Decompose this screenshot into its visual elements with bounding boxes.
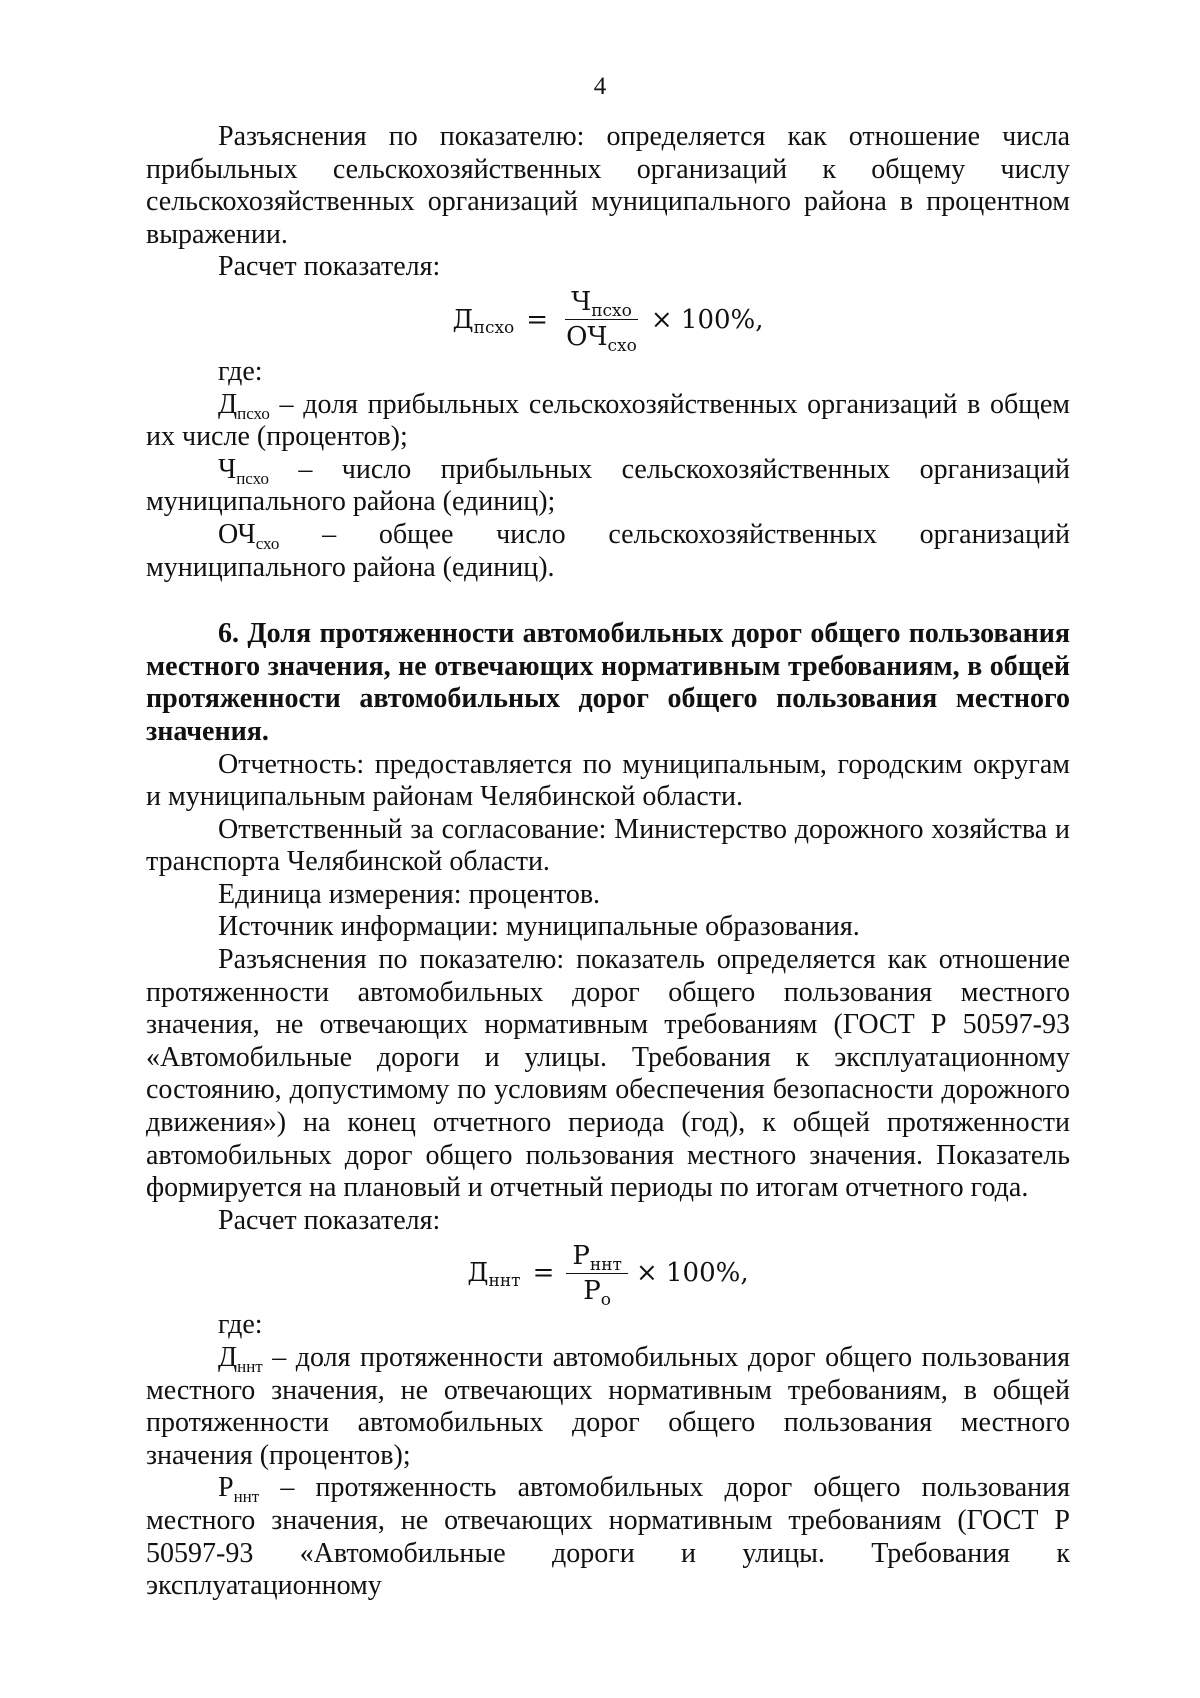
calculation-label: Расчет показателя:	[218, 251, 441, 283]
formula-denominator: $ОЧ_{схо}$	[566, 322, 637, 357]
definition-item: $Ч_{псхо}$ – число прибыльных сельскохозяйственных организаций муниципального района (единиц);	[146, 453, 1070, 518]
formula-lhs: Д $_{ннт}$	[467, 1258, 521, 1292]
formula-profitable-share	[146, 284, 1070, 356]
unit-paragraph: Единица измерения: процентов.	[218, 878, 601, 910]
explanation-paragraph: Разъяснения по показателю: показатель определяется как отношение протяженности автомобильных дорог общего пользования местного значения, не отвечающих нормативным требованиям (ГОСТ Р 50597-93 «Автомобильные дороги и улицы. Требования к эксплуатационному состоянию, допустимому по условиям обеспечения безопасности дорожного движения») на конец отчетного периода (год), к общей протяженности автомобильных дорог общего пользования местного значения. Показатель формируется на плановый и отчетный периоды по итогам отчетного года.	[146, 944, 1070, 1204]
responsible-paragraph: Ответственный за согласование: Министерство дорожного хозяйства и транспорта Челябинской области.	[146, 813, 1070, 878]
reporting-paragraph: Отчетность: предоставляется по муниципальным, городским округам и муниципальным районам Челябинской области.	[146, 748, 1070, 813]
formula-fraction	[566, 1240, 628, 1310]
definition-item: $Д_{псхо}$ – доля прибыльных сельскохозяйственных организаций в общем их числе (процентов);	[146, 388, 1070, 453]
formula-multiplier: × 100%,	[635, 1258, 749, 1289]
page-number: 4	[593, 73, 607, 100]
definition-item: $Р_{ннт}$ – протяженность автомобильных дорог общего пользования местного значения, не отвечающих нормативным требованиям (ГОСТ Р 50597-93 «Автомобильные дороги и улицы. Требования к эксплуатационному	[146, 1472, 1070, 1602]
where-label: где:	[218, 1309, 263, 1341]
page-content	[146, 121, 1070, 1603]
formula-equals: =	[532, 1258, 555, 1289]
section-heading: 6. Доля протяженности автомобильных дорог общего пользования местного значения, не отвечающих нормативным требованиям, в общей протяженности автомобильных дорог общего пользования местного значения.	[146, 618, 1070, 747]
formula-fraction	[560, 287, 643, 357]
formula-lhs: Д $_{псхо}$	[452, 304, 515, 338]
calculation-label: Расчет показателя:	[218, 1204, 441, 1236]
definition-item: $ОЧ_{схо}$ – общее число сельскохозяйственных организаций муниципального района (единиц).	[146, 518, 1070, 583]
source-paragraph: Источник информации: муниципальные образования.	[218, 911, 860, 943]
formula-denominator: $Р_о$	[583, 1275, 612, 1310]
formula-numerator: $Р_{ннт}$	[566, 1242, 628, 1274]
formula-equals: =	[526, 304, 549, 335]
formula-multiplier: × 100%,	[650, 304, 764, 335]
explanation-paragraph: Разъяснения по показателю: определяется как отношение числа прибыльных сельскохозяйственных организаций к общему числу сельскохозяйственных организаций муниципального района в процентном выражении.	[146, 121, 1070, 250]
formula-road-share	[146, 1237, 1070, 1309]
where-label: где:	[218, 355, 263, 387]
definition-item: $Д_{ннт}$ – доля протяженности автомобильных дорог общего пользования местного значения, не отвечающих нормативным требованиям, в общей протяженности автомобильных дорог общего пользования местного значения (процентов);	[146, 1342, 1070, 1471]
formula-numerator: $Ч_{псхо}$	[565, 288, 638, 320]
